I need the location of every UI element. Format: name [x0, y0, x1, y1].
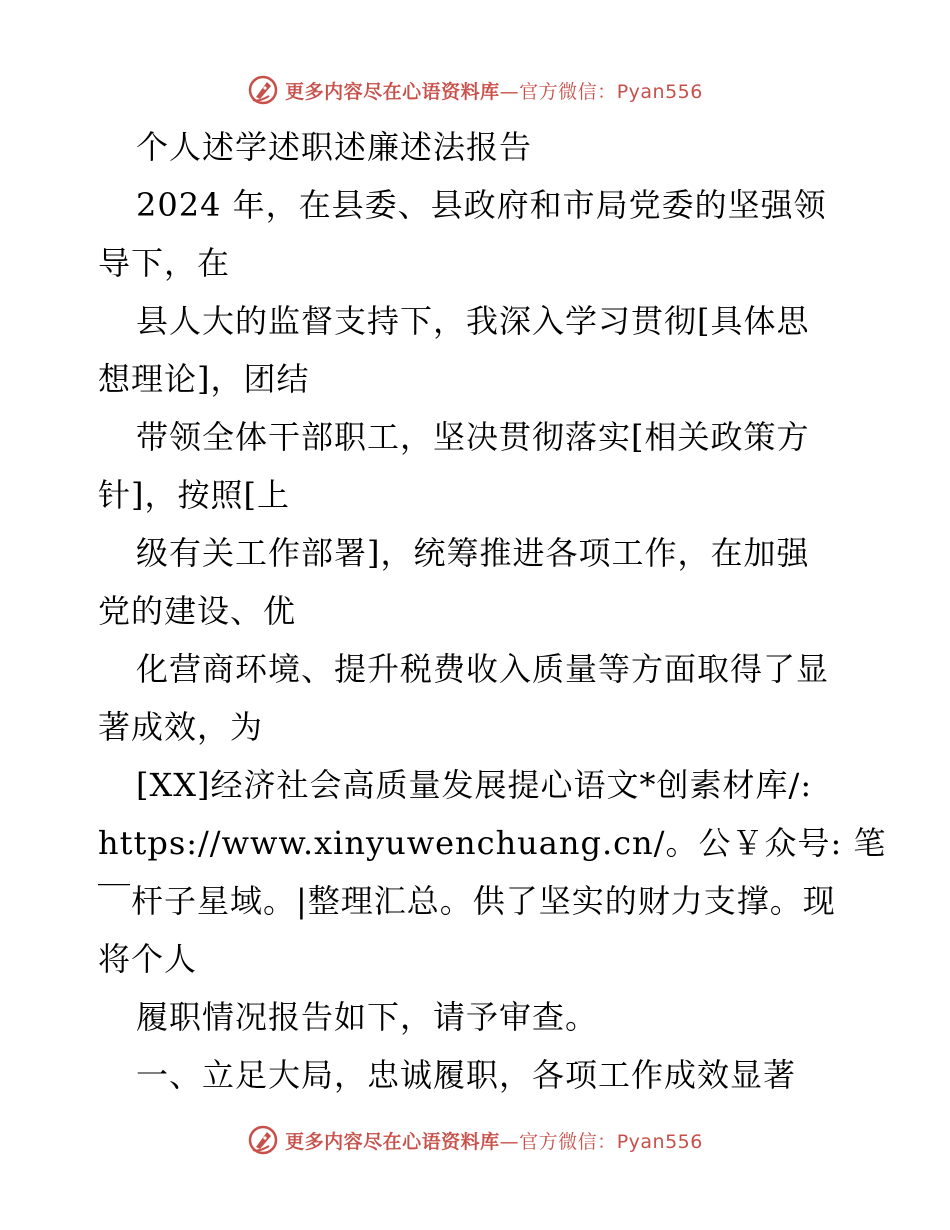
document-text-line: https://www.xinyuwenchuang.cn/。公￥众号: 笔	[98, 824, 887, 862]
watermark-text	[285, 77, 703, 104]
document-text-line: 想理论]，团结	[98, 360, 310, 398]
document-text-line: 将个人	[98, 940, 198, 978]
pen-nib-circle-icon	[247, 74, 279, 106]
document-text-line: 化营商环境、提升税费收入质量等方面取得了显	[136, 650, 830, 688]
footer-watermark-banner	[0, 1120, 950, 1160]
document-text-line: 针]，按照[上	[98, 476, 290, 514]
document-text-line: 2024 年，在县委、县政府和市局党委的坚强领	[136, 186, 827, 224]
document-text-line: 一、立足大局，忠诚履职，各项工作成效显著	[136, 1056, 797, 1094]
watermark-wechat-label: 官方微信：	[519, 1130, 617, 1153]
watermark-dash: —	[499, 80, 520, 103]
watermark-text	[285, 1127, 703, 1154]
document-text-line: ￣杆子星域。|整理汇总。供了坚实的财力支撑。现	[98, 882, 836, 920]
document-title: 个人述学述职述廉述法报告	[136, 128, 533, 166]
watermark-wechat-id: Pyan556	[616, 80, 703, 103]
watermark-wechat-label: 官方微信：	[519, 80, 617, 103]
watermark-main-text: 更多内容尽在心语资料库	[285, 1130, 500, 1153]
watermark-main-text: 更多内容尽在心语资料库	[285, 80, 500, 103]
watermark-dash: —	[499, 1130, 520, 1153]
document-body	[98, 118, 887, 1104]
document-text-line: 导下，在	[98, 244, 231, 282]
header-watermark-banner	[0, 70, 950, 110]
document-text-line: 著成效，为	[98, 708, 264, 746]
document-text-line: 带领全体干部职工，坚决贯彻落实[相关政策方	[136, 418, 810, 456]
document-text-line: 履职情况报告如下，请予审查。	[136, 998, 599, 1036]
document-text-line: 党的建设、优	[98, 592, 297, 630]
document-text-line: 级有关工作部署]，统筹推进各项工作，在加强	[136, 534, 810, 572]
document-text-line: 县人大的监督支持下，我深入学习贯彻[具体思	[136, 302, 810, 340]
watermark-wechat-id: Pyan556	[616, 1130, 703, 1153]
pen-nib-circle-icon	[247, 1124, 279, 1156]
document-text-line: [XX]经济社会高质量发展提心语文*创素材库/:	[136, 766, 813, 804]
